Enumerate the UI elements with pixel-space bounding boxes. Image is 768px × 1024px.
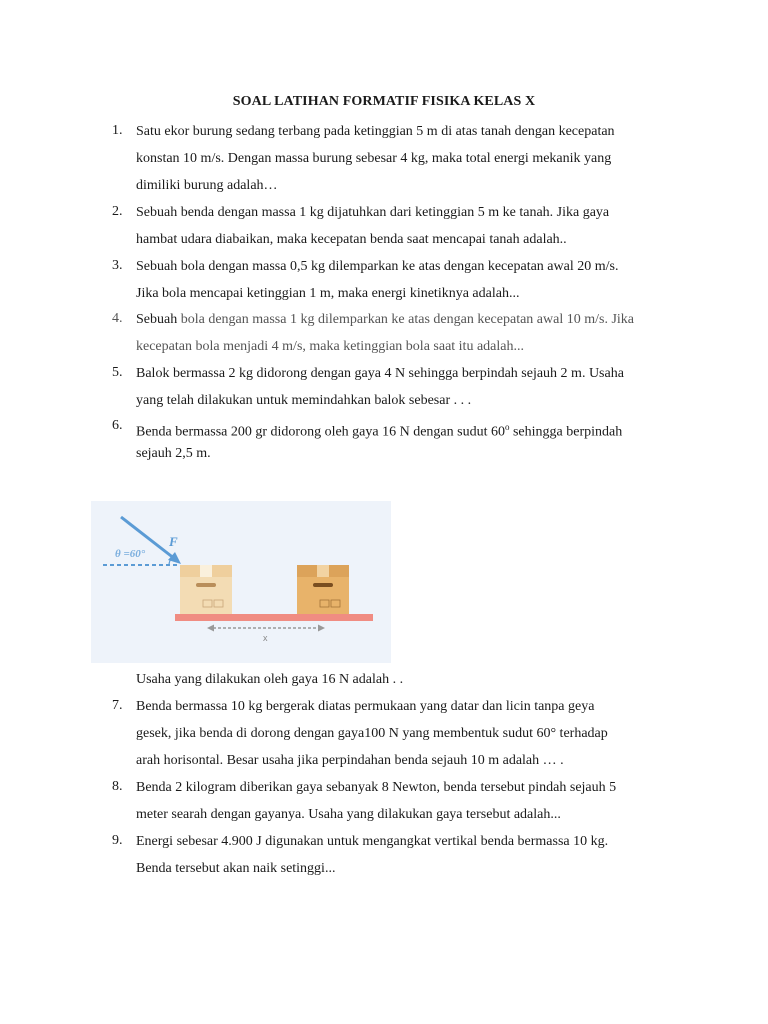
- question-text-line: Benda tersebut akan naik setinggi...: [136, 861, 336, 876]
- displacement-arrow-right: [318, 625, 325, 632]
- question-text-line: yang telah dilakukan untuk memindahkan balok sebesar . . .: [136, 393, 472, 408]
- question-text-line: konstan 10 m/s. Dengan massa burung sebesar 4 kg, maka total energi mekanik yang: [136, 151, 612, 166]
- question-text-line: kecepatan bola menjadi 4 m/s, maka ketinggian bola saat itu adalah...: [136, 339, 524, 354]
- question-number: 1.: [112, 123, 123, 138]
- question-text-line: meter searah dengan gayanya. Usaha yang dilakukan gaya tersebut adalah...: [136, 807, 561, 822]
- box-tape: [200, 565, 212, 577]
- degree-superscript: o: [504, 422, 510, 432]
- question-number: 4.: [112, 311, 123, 326]
- question-number: 5.: [112, 365, 123, 380]
- force-label: F: [169, 534, 178, 549]
- question-text-line: sejauh 2,5 m.: [136, 446, 211, 461]
- question-text-part: sehingga berpindah: [509, 424, 623, 440]
- question-text-line: Sebuah benda dengan massa 1 kg dijatuhkan dari ketinggian 5 m ke tanah. Jika gaya: [136, 205, 610, 220]
- question-number: 3.: [112, 258, 123, 273]
- question-text-line: hambat udara diabaikan, maka kecepatan benda saat mencapai tanah adalah..: [136, 232, 567, 247]
- question-number: 2.: [112, 204, 123, 219]
- question-text-line: Sebuah bola dengan massa 0,5 kg dilemparkan ke atas dengan kecepatan awal 20 m/s.: [136, 259, 619, 274]
- box-initial-position: [180, 565, 232, 614]
- box-handle: [313, 583, 333, 587]
- force-diagram-figure: [91, 501, 391, 663]
- question-text-line: Jika bola mencapai ketinggian 1 m, maka energi kinetiknya adalah...: [136, 286, 520, 301]
- displacement-label: x: [263, 633, 268, 643]
- question-text-first-word: Sebuah: [136, 312, 178, 327]
- box-handle: [196, 583, 216, 587]
- force-diagram: [91, 501, 391, 663]
- question-number: 8.: [112, 779, 123, 794]
- question-text-line: Satu ekor burung sedang terbang pada ketinggian 5 m di atas tanah dengan kecepatan: [136, 124, 615, 139]
- displacement-arrow-left: [207, 625, 214, 632]
- floor-surface: [175, 614, 373, 621]
- question-text-line: [136, 418, 622, 442]
- box-final-position: [297, 565, 349, 614]
- question-number: 7.: [112, 698, 123, 713]
- question-text-line: Benda bermassa 10 kg bergerak diatas permukaan yang datar dan licin tanpa geya: [136, 699, 595, 714]
- page-title: SOAL LATIHAN FORMATIF FISIKA KELAS X: [232, 94, 536, 109]
- question-text-line: arah horisontal. Besar usaha jika perpindahan benda sejauh 10 m adalah … .: [136, 753, 564, 768]
- question-number: 9.: [112, 833, 123, 848]
- box-tape: [317, 565, 329, 577]
- question-text-line: Energi sebesar 4.900 J digunakan untuk mengangkat vertikal benda bermassa 10 kg.: [136, 834, 609, 849]
- question-text-line: gesek, jika benda di dorong dengan gaya100 N yang membentuk sudut 60° terhadap: [136, 726, 608, 741]
- question-text-line: [136, 311, 634, 329]
- question-text-line: dimiliki burung adalah…: [136, 178, 278, 193]
- angle-label: θ =60°: [115, 548, 146, 560]
- figure-question-text: Usaha yang dilakukan oleh gaya 16 N adalah . .: [136, 672, 404, 687]
- question-text-line: Benda 2 kilogram diberikan gaya sebanyak 8 Newton, benda tersebut pindah sejauh 5: [136, 780, 617, 795]
- question-number: 6.: [112, 418, 123, 433]
- question-text-part: Benda bermassa 200 gr didorong oleh gaya 16 N dengan sudut 60: [136, 424, 505, 440]
- question-text-rest: bola dengan massa 1 kg dilemparkan ke atas dengan kecepatan awal 10 m/s. Jika: [177, 312, 635, 327]
- question-text-line: Balok bermassa 2 kg didorong dengan gaya 4 N sehingga berpindah sejauh 2 m. Usaha: [136, 366, 624, 381]
